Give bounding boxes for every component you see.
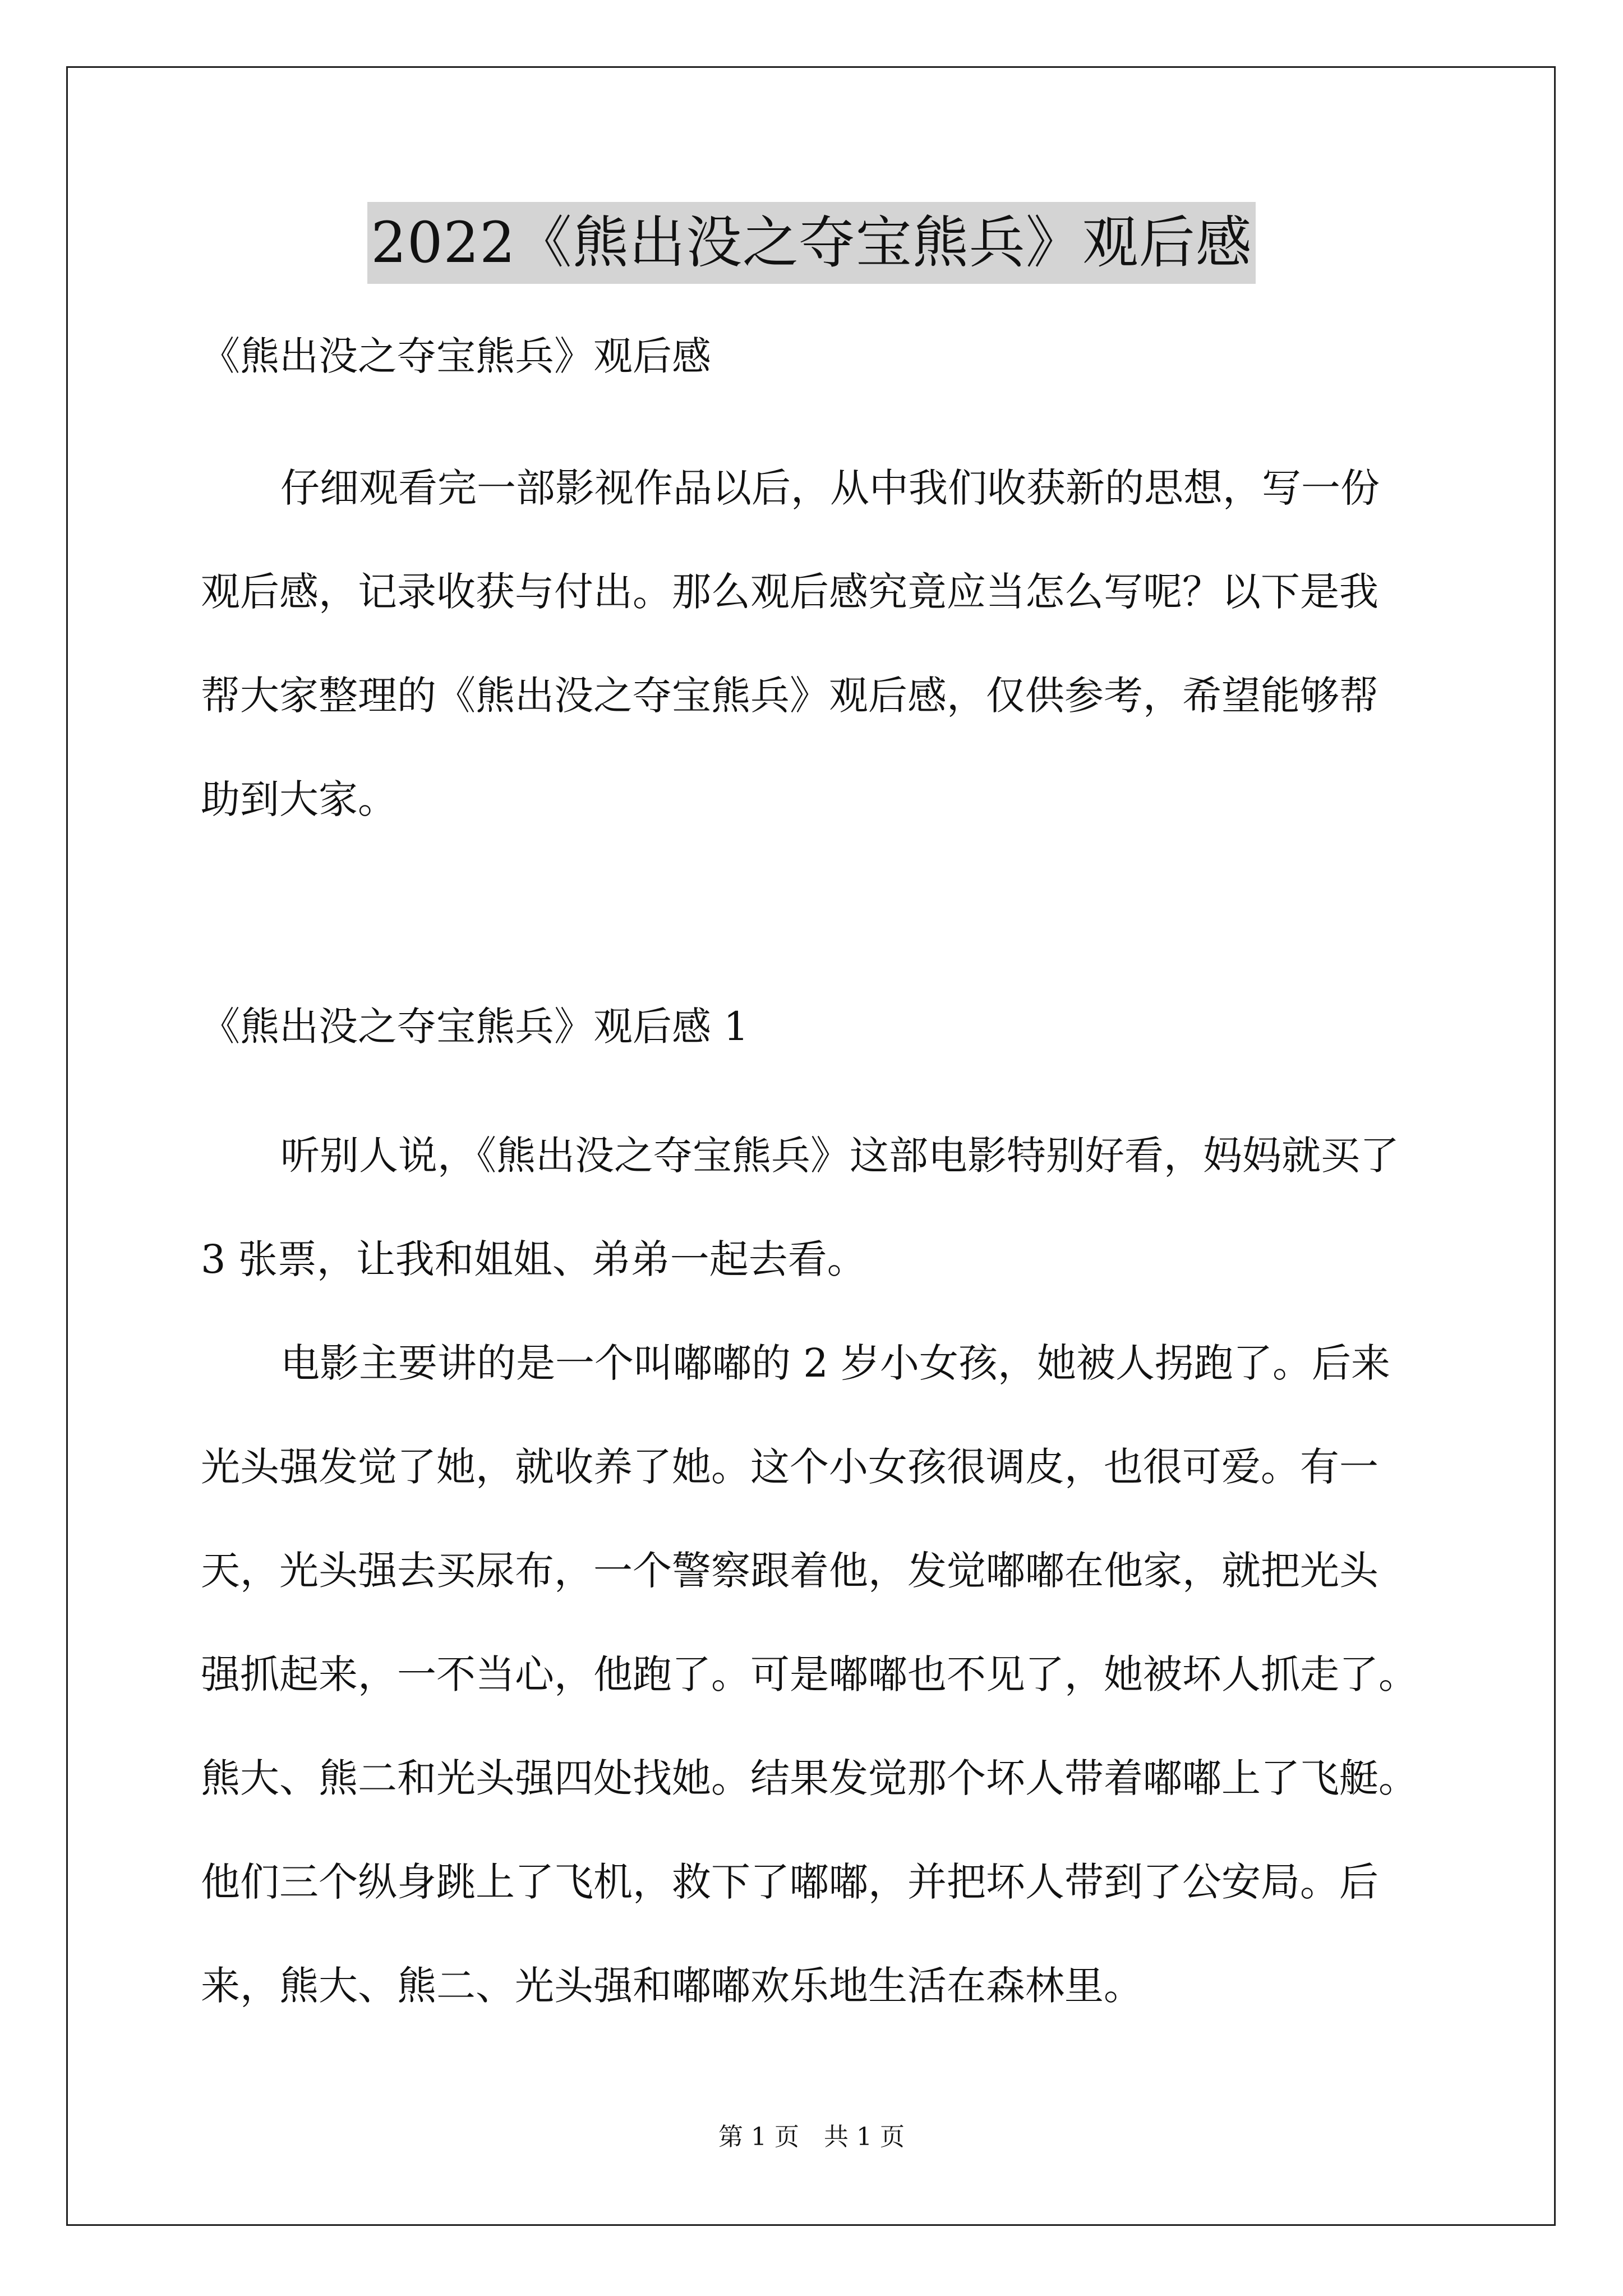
section1-para1-line: 听别人说，《熊出没之夺宝熊兵》这部电影特别好看，妈妈就买了 — [280, 1133, 1399, 1179]
intro-heading: 《熊出没之夺宝熊兵》观后感 — [201, 333, 711, 379]
section1-heading: 《熊出没之夺宝熊兵》观后感 1 — [201, 1004, 749, 1050]
intro-line: 观后感，记录收获与付出。那么观后感究竟应当怎么写呢？以下是我 — [201, 569, 1378, 615]
section1-para2-line: 来，熊大、熊二、光头强和嘟嘟欢乐地生活在森林里。 — [201, 1963, 1143, 2009]
intro-line: 仔细观看完一部影视作品以后，从中我们收获新的思想，写一份 — [280, 465, 1380, 511]
section1-para2-line: 天，光头强去买尿布，一个警察跟着他，发觉嘟嘟在他家，就把光头 — [201, 1548, 1378, 1594]
page-number-footer: 第 1 页 共 1 页 — [718, 2123, 905, 2151]
intro-line: 帮大家整理的《熊出没之夺宝熊兵》观后感，仅供参考，希望能够帮 — [201, 673, 1378, 719]
document-title: 2022《熊出没之夺宝熊兵》观后感 — [367, 202, 1256, 284]
section1-para1-line: 3 张票，让我和姐姐、弟弟一起去看。 — [201, 1236, 866, 1282]
section1-para2-line: 电影主要讲的是一个叫嘟嘟的 2 岁小女孩，她被人拐跑了。后来 — [280, 1340, 1391, 1386]
section1-para2-line: 强抓起来，一不当心，他跑了。可是嘟嘟也不见了，她被坏人抓走了。 — [201, 1651, 1418, 1697]
section1-para2-line: 熊大、熊二和光头强四处找她。结果发觉那个坏人带着嘟嘟上了飞艇。 — [201, 1755, 1418, 1801]
intro-line: 助到大家。 — [201, 776, 397, 822]
section1-para2-line: 他们三个纵身跳上了飞机，救下了嘟嘟，并把坏人带到了公安局。后 — [201, 1859, 1378, 1905]
title-container — [0, 202, 1623, 284]
section1-para2-line: 光头强发觉了她，就收养了她。这个小女孩很调皮，也很可爱。有一 — [201, 1444, 1378, 1490]
